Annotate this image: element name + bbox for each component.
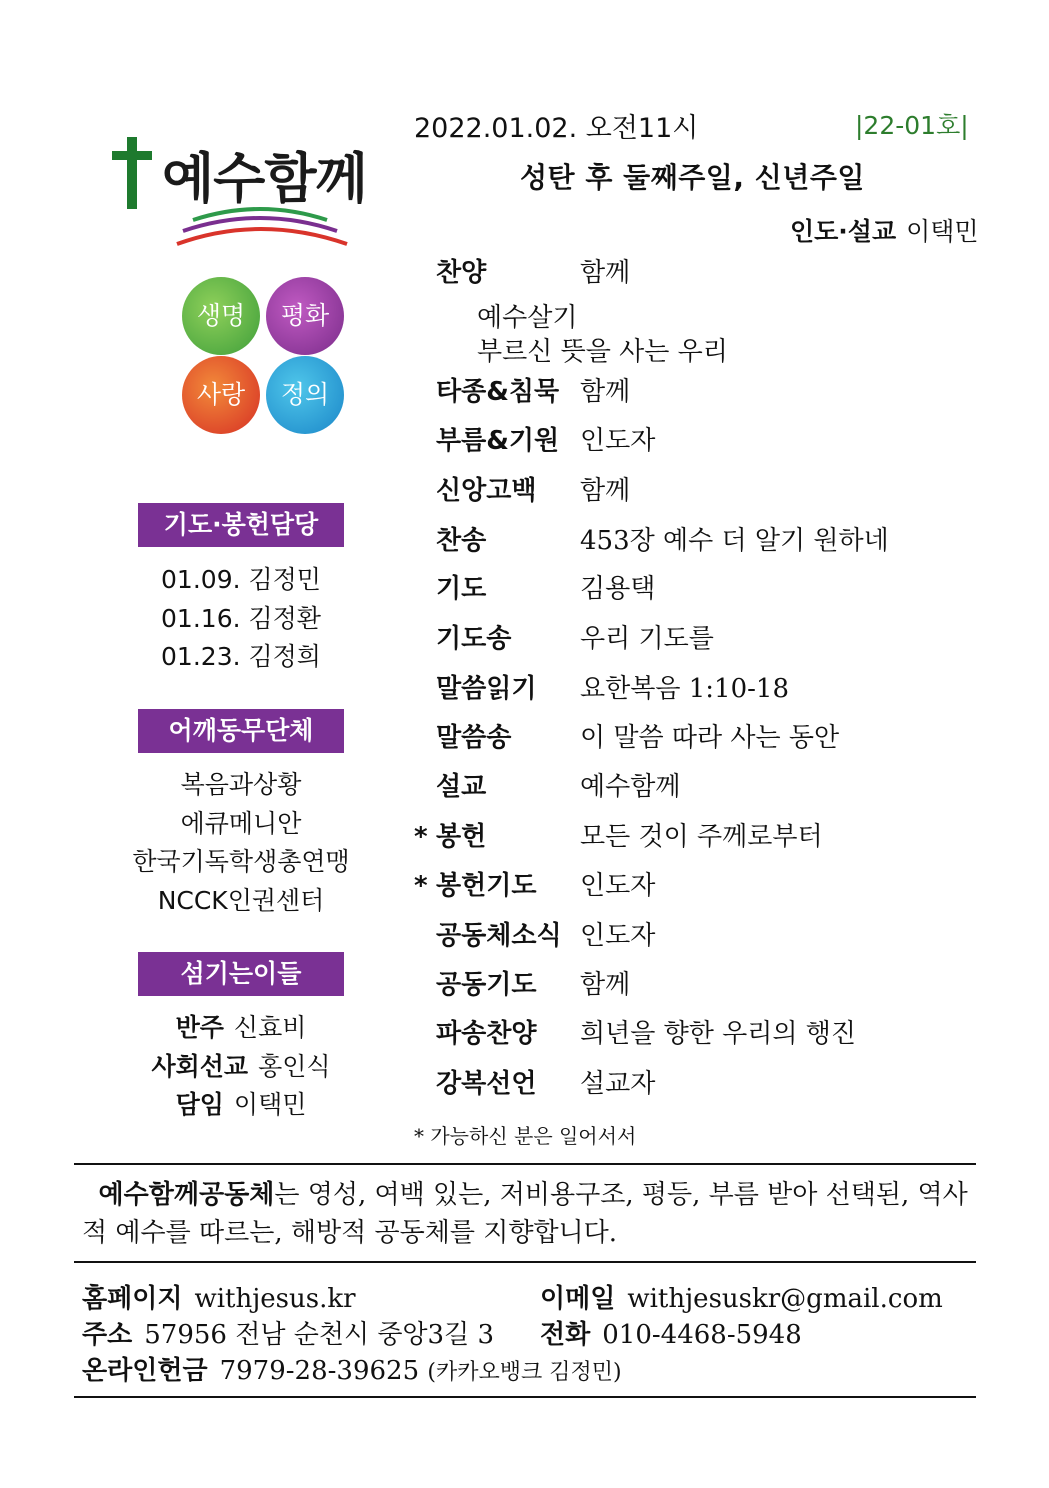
address: 주소 57956 전남 순천시 중앙3길 3 (82, 1320, 495, 1350)
service-leader: 인도자 (580, 871, 656, 901)
partners-list (100, 766, 382, 920)
logo-arcs (165, 200, 355, 256)
list-item: NCCK인권센터 (157, 885, 325, 915)
email: 이메일 withjesuskr@gmail.com (540, 1284, 943, 1314)
sunday-title: 성탄 후 둘째주일, 신년주일 (520, 161, 865, 194)
service-leader: 우리 기도를 (580, 624, 714, 654)
preacher: 인도·설교 이택민 (790, 217, 979, 246)
servants-header: 섬기는이들 (138, 952, 344, 996)
value-peace: 평화 (266, 277, 344, 355)
list-item: 01.09. 김정민 (161, 565, 321, 594)
service-leader: 함께 (580, 970, 631, 1000)
list-item: 복음과상황 (180, 770, 302, 799)
service-item: 부름&기원 (436, 426, 560, 456)
divider (74, 1396, 976, 1398)
service-item: 봉헌 (436, 822, 487, 852)
service-item: 강복선언 (436, 1069, 537, 1099)
service-leader: 인도자 (580, 921, 656, 951)
service-leader: 예수함께 (580, 772, 681, 802)
service-item: 기도 (436, 574, 487, 604)
service-leader: 김용택 (580, 574, 656, 604)
service-leader: 함께 (580, 258, 631, 288)
list-item: 01.23. 김정희 (161, 642, 321, 671)
service-item: 공동기도 (436, 970, 537, 1000)
phone: 전화 010-4468-5948 (540, 1320, 802, 1350)
service-item: 공동체소식 (436, 921, 562, 951)
service-item: 말씀읽기 (436, 674, 537, 704)
divider (74, 1261, 976, 1263)
service-leader: 인도자 (580, 426, 656, 456)
service-leader: 함께 (580, 476, 631, 506)
service-leader: 요한복음 1:10-18 (580, 674, 789, 704)
partners-header: 어깨동무단체 (138, 709, 344, 753)
list-item: 반주 신효비 (175, 1013, 307, 1042)
list-item: 에큐메니안 (180, 808, 302, 838)
standing-note: * 가능하신 분은 일어서서 (414, 1124, 637, 1148)
divider (74, 1163, 976, 1165)
value-justice: 정의 (266, 356, 344, 434)
mission-statement: 예수함께공동체는 영성, 여백 있는, 저비용구조, 평등, 부름 받아 선택된, 역사적 예수를 따르는, 해방적 공동체를 지향합니다. (82, 1180, 968, 1248)
servants-list (100, 1009, 382, 1125)
list-item: 사회선교 홍인식 (151, 1051, 331, 1081)
service-item: 설교 (436, 772, 487, 802)
stand-mark: * (414, 822, 428, 852)
service-item: 찬양 (436, 258, 487, 288)
list-item: 한국기독학생총연맹 (132, 847, 350, 876)
stand-mark: * (414, 871, 428, 901)
service-item: 말씀송 (436, 723, 512, 753)
service-leader: 희년을 향한 우리의 행진 (580, 1019, 856, 1049)
service-item: 기도송 (436, 624, 512, 654)
cross-icon (110, 137, 162, 210)
list-item: 01.16. 김정환 (161, 603, 321, 633)
value-life: 생명 (182, 277, 260, 355)
online-offering: 온라인헌금 7979-28-39625 (카카오뱅크 김정민) (82, 1356, 622, 1386)
service-item: 파송찬양 (436, 1019, 537, 1049)
service-item: 신앙고백 (436, 476, 537, 506)
service-item: 타종&침묵 (436, 377, 560, 407)
homepage: 홈페이지 withjesus.kr (82, 1284, 356, 1314)
service-leader: 함께 (580, 377, 631, 407)
issue-number: |22-01호| (855, 111, 969, 140)
service-leader: 453장 예수 더 알기 원하네 (580, 526, 889, 556)
logo-title: 예수함께 (110, 136, 367, 213)
praise-song: 부르신 뜻을 사는 우리 (477, 337, 728, 367)
service-item: 봉헌기도 (436, 871, 537, 901)
list-item: 담임 이택민 (175, 1090, 307, 1119)
service-leader: 모든 것이 주께로부터 (580, 822, 823, 852)
value-love: 사랑 (182, 356, 260, 434)
service-date: 2022.01.02. 오전11시 (414, 113, 699, 144)
prayer-list (100, 561, 382, 677)
service-leader: 이 말씀 따라 사는 동안 (580, 723, 840, 753)
prayer-header: 기도·봉헌담당 (138, 503, 344, 547)
praise-song: 예수살기 (477, 303, 578, 333)
service-leader: 설교자 (580, 1069, 656, 1099)
service-item: 찬송 (436, 526, 487, 556)
